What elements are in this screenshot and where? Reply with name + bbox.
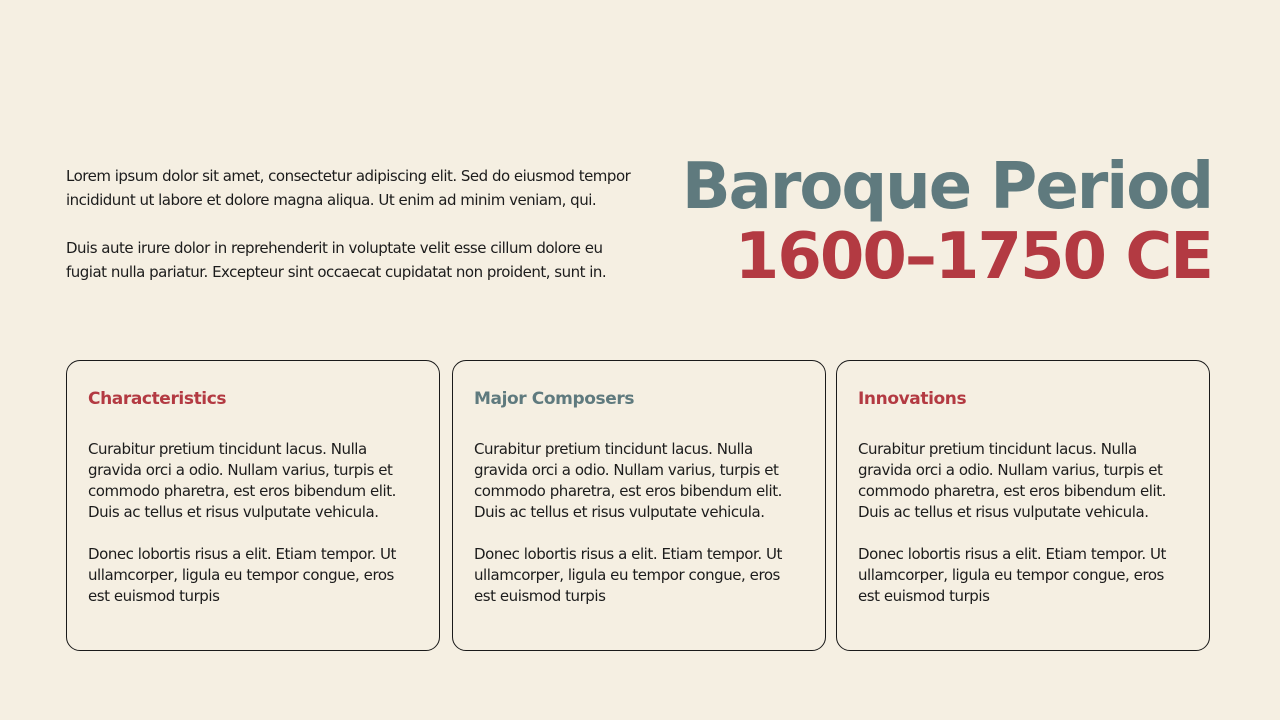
card-paragraph: Curabitur pretium tincidunt lacus. Nulla gravida orci a odio. Nullam varius, turpis et commodo pharetra, est eros bibendum elit. Duis ac tellus et risus vulputate vehicula. — [88, 440, 396, 521]
card-paragraph: Curabitur pretium tincidunt lacus. Nulla gravida orci a odio. Nullam varius, turpis et commodo pharetra, est eros bibendum elit. Duis ac tellus et risus vulputate vehicula. — [474, 440, 782, 521]
intro-paragraph-2: Duis aute irure dolor in reprehenderit in voluptate velit esse cillum dolore eu fugiat nulla pariatur. Excepteur sint occaecat cupidatat non proident, sunt in. — [66, 239, 607, 281]
cards-row — [66, 360, 1213, 653]
card-heading: Major Composers — [474, 389, 635, 409]
card-heading: Innovations — [858, 389, 967, 409]
intro-text — [66, 164, 636, 308]
card-major-composers — [452, 360, 826, 651]
card-characteristics — [66, 360, 440, 651]
page-subtitle-dates: 1600–1750 CE — [734, 220, 1212, 294]
card-heading: Characteristics — [88, 389, 227, 409]
card-paragraph: Donec lobortis risus a elit. Etiam tempor. Ut ullamcorper, ligula eu tempor congue, eros est euismod turpis — [474, 545, 782, 605]
title-block — [682, 152, 1212, 292]
intro-paragraph-1: Lorem ipsum dolor sit amet, consectetur adipiscing elit. Sed do eiusmod tempor incididunt ut labore et dolore magna aliqua. Ut enim ad minim veniam, qui. — [66, 167, 631, 209]
card-paragraph: Donec lobortis risus a elit. Etiam tempor. Ut ullamcorper, ligula eu tempor congue, eros est euismod turpis — [858, 545, 1166, 605]
card-paragraph: Donec lobortis risus a elit. Etiam tempor. Ut ullamcorper, ligula eu tempor congue, eros est euismod turpis — [88, 545, 396, 605]
page-title: Baroque Period — [681, 150, 1212, 224]
card-paragraph: Curabitur pretium tincidunt lacus. Nulla gravida orci a odio. Nullam varius, turpis et commodo pharetra, est eros bibendum elit. Duis ac tellus et risus vulputate vehicula. — [858, 440, 1166, 521]
card-innovations — [836, 360, 1210, 651]
